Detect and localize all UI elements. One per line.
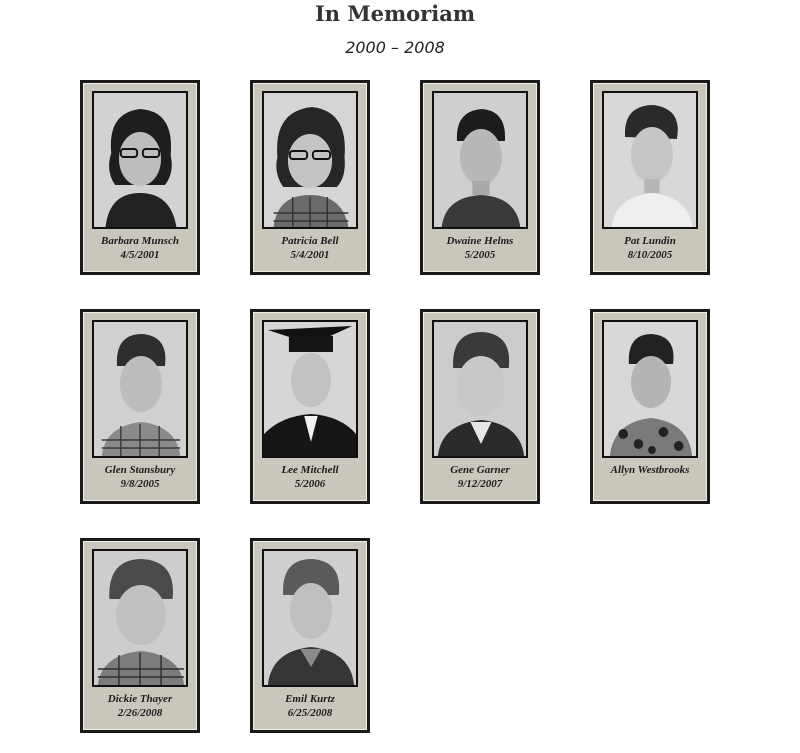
memorial-date: 8/10/2005 bbox=[627, 249, 673, 261]
memorial-name: Emil Kurtz bbox=[285, 693, 335, 705]
memorial-name: Dwaine Helms bbox=[446, 235, 514, 247]
portrait-photo bbox=[92, 549, 188, 687]
portrait-photo bbox=[92, 91, 188, 229]
memorial-card bbox=[590, 309, 710, 504]
portrait-photo bbox=[602, 91, 698, 229]
memorial-card bbox=[420, 80, 540, 275]
portrait-photo bbox=[432, 91, 528, 229]
memorial-card bbox=[80, 538, 200, 733]
memorial-card bbox=[250, 80, 370, 275]
memorial-card bbox=[420, 309, 540, 504]
portrait-photo bbox=[602, 320, 698, 458]
memorial-date: 9/8/2005 bbox=[120, 478, 160, 490]
memorial-card bbox=[250, 309, 370, 504]
memorial-name: Patricia Bell bbox=[281, 235, 339, 247]
memorial-card bbox=[250, 538, 370, 733]
page-subtitle: 2000 – 2008 bbox=[345, 38, 445, 57]
memorial-date: 6/25/2008 bbox=[287, 707, 333, 719]
memorial-date: 4/5/2001 bbox=[120, 249, 160, 261]
memorial-name: Lee Mitchell bbox=[281, 464, 339, 476]
memorial-name: Pat Lundin bbox=[624, 235, 676, 247]
memorial-date: 9/12/2007 bbox=[457, 478, 503, 490]
memorial-name: Barbara Munsch bbox=[101, 235, 179, 247]
memorial-card bbox=[590, 80, 710, 275]
portrait-photo bbox=[262, 549, 358, 687]
memorial-name: Gene Garner bbox=[450, 464, 510, 476]
memorial-card bbox=[80, 80, 200, 275]
memorial-date: 5/4/2001 bbox=[290, 249, 330, 261]
memorial-name: Allyn Westbrooks bbox=[610, 464, 690, 476]
memorial-date: 2/26/2008 bbox=[117, 707, 163, 719]
portrait-photo bbox=[92, 320, 188, 458]
portrait-photo bbox=[262, 91, 358, 229]
memorial-date: 5/2006 bbox=[294, 478, 326, 490]
memorial-name: Dickie Thayer bbox=[107, 693, 173, 705]
portrait-photo bbox=[432, 320, 528, 458]
page-title: In Memoriam bbox=[314, 1, 476, 26]
memorial-name: Glen Stansbury bbox=[104, 464, 176, 476]
memorial-date: 5/2005 bbox=[464, 249, 496, 261]
memorial-card bbox=[80, 309, 200, 504]
portrait-photo bbox=[262, 320, 358, 458]
